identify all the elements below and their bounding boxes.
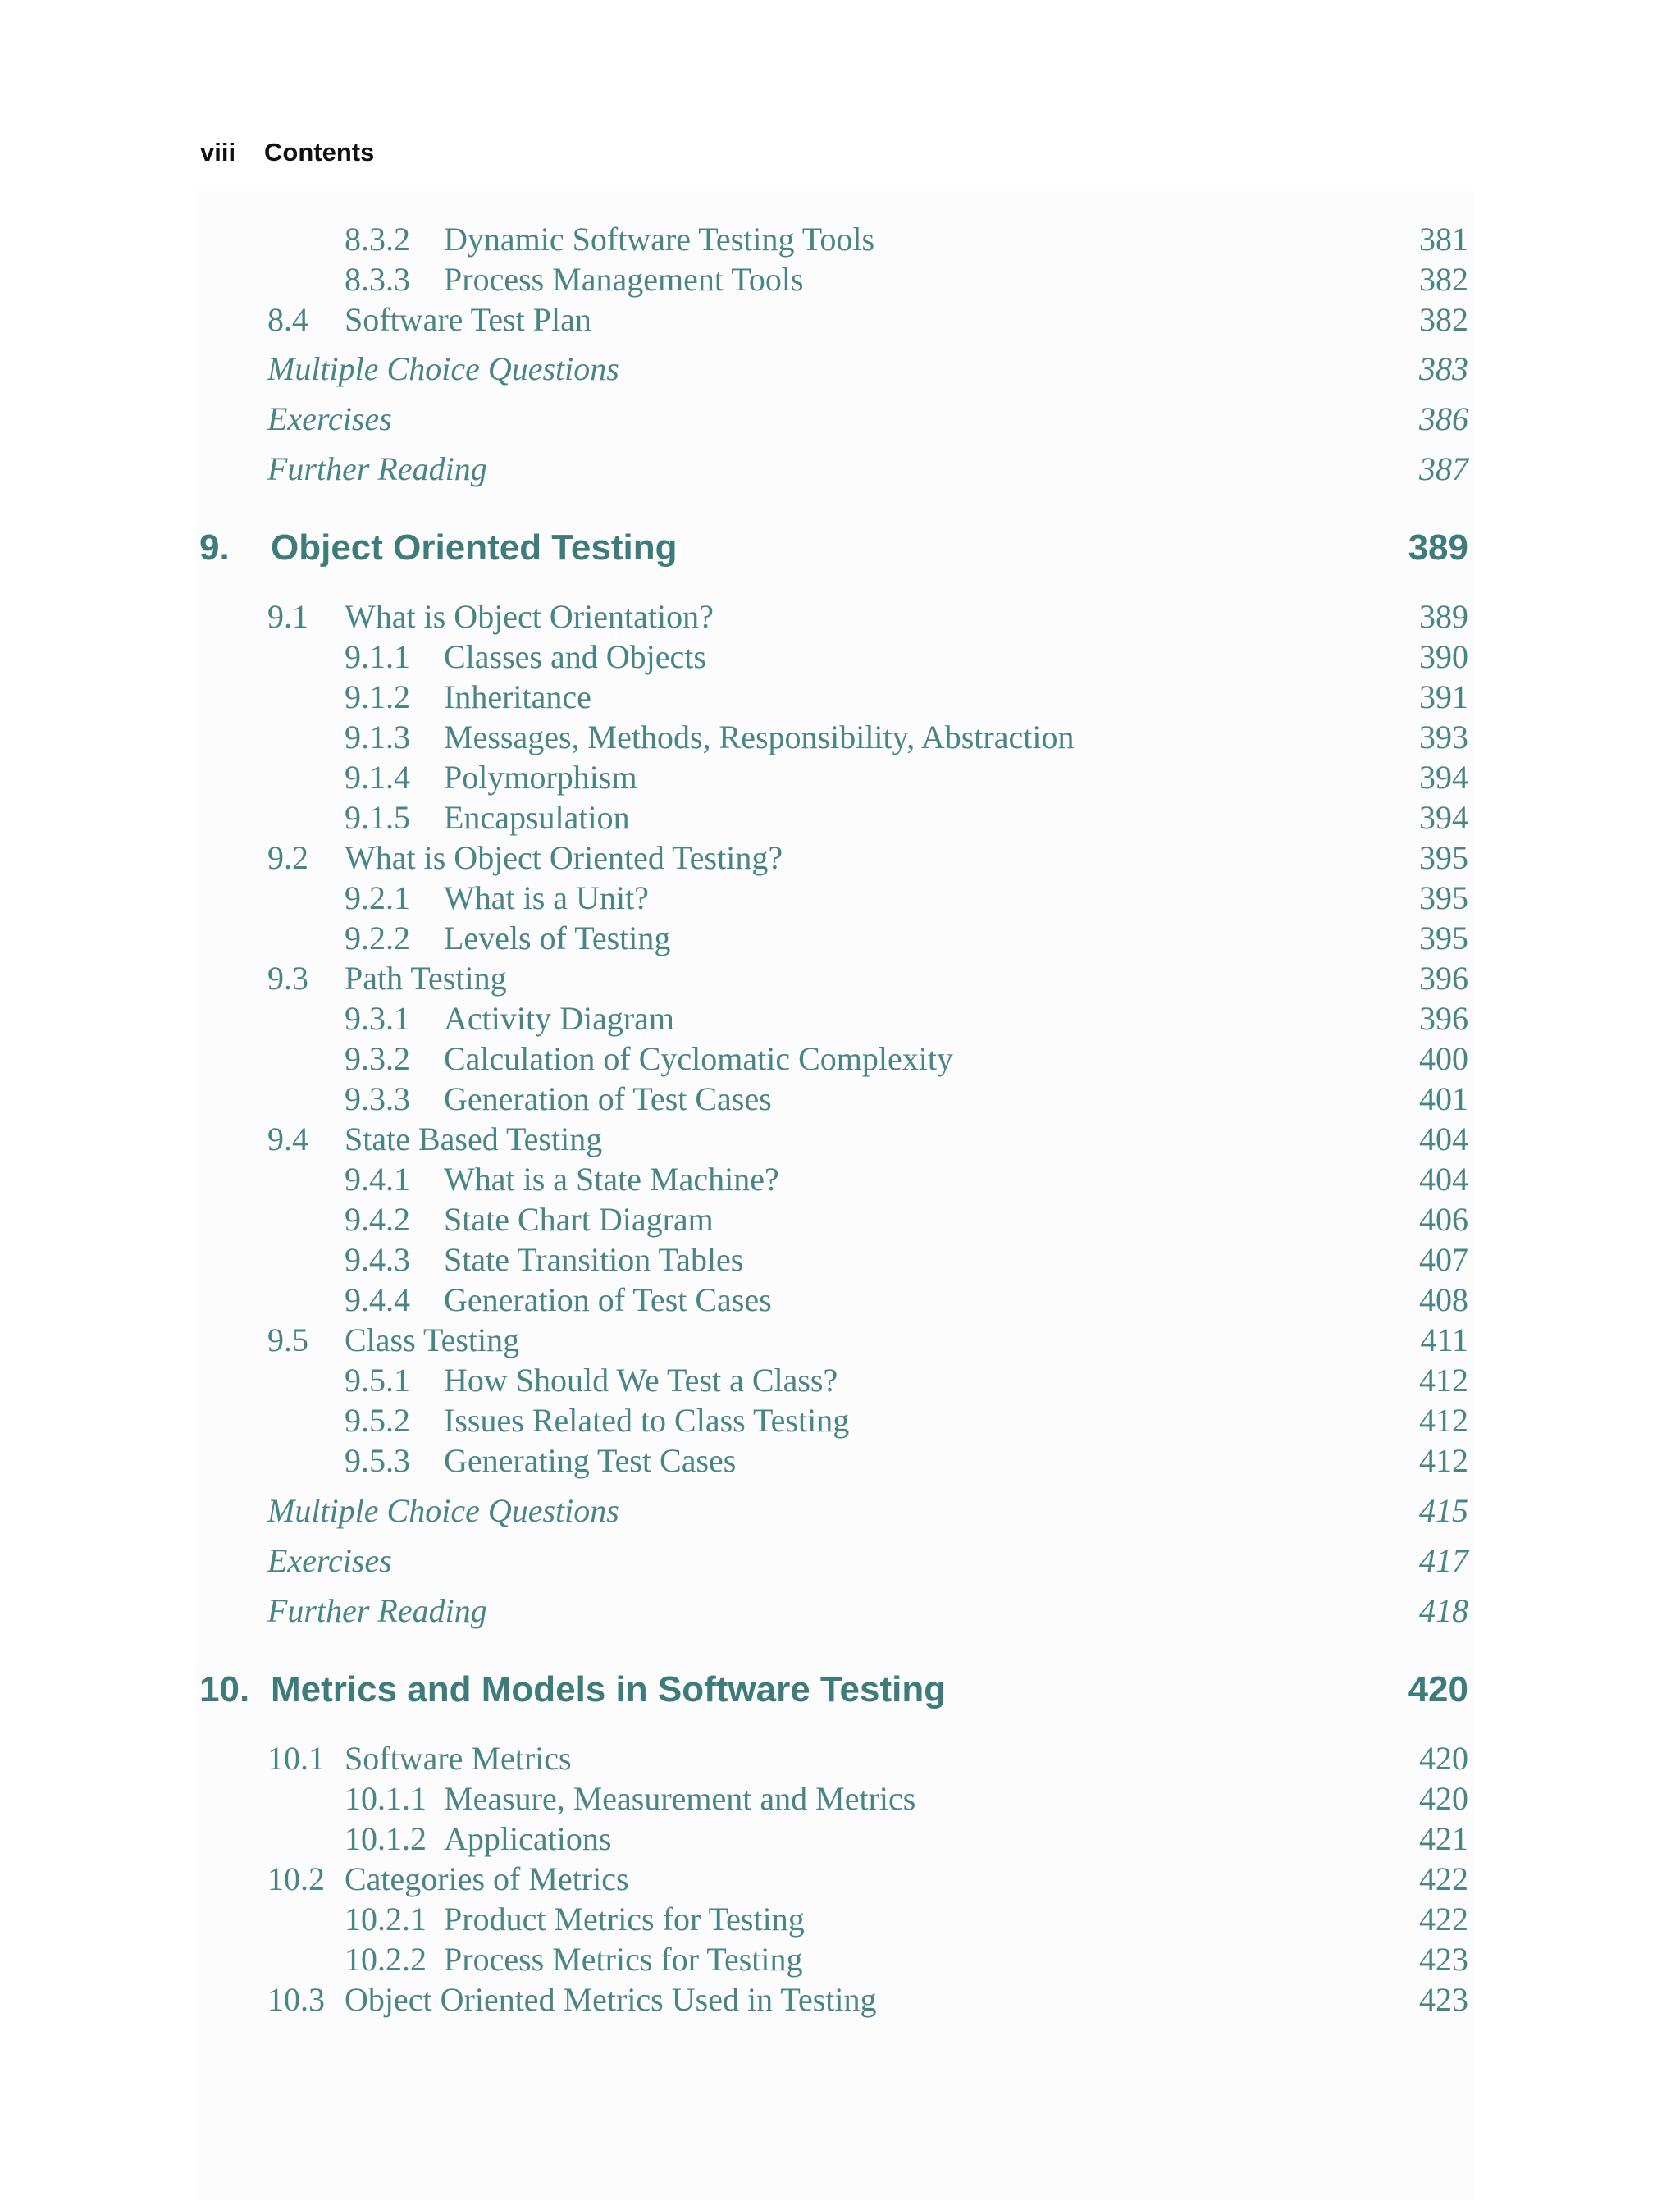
entry-page-number: 406 [1419, 1201, 1468, 1238]
entry-page-number: 386 [1419, 400, 1468, 437]
entry-title: State Chart Diagram [444, 1201, 714, 1238]
entry-title: Process Management Tools [444, 261, 804, 298]
entry-number: 9.1.4 [345, 759, 410, 796]
entry-number: 10.3 [267, 1981, 325, 2018]
entry-page-number: 412 [1419, 1402, 1468, 1439]
entry-title: Further Reading [267, 450, 487, 487]
entry-number: 10.2 [267, 1860, 325, 1897]
entry-title: Classes and Objects [444, 638, 706, 675]
entry-number: 9.1.2 [345, 678, 410, 715]
entry-title: Applications [444, 1820, 612, 1857]
entry-page-number: 396 [1419, 960, 1468, 997]
entry-title: Levels of Testing [444, 920, 671, 956]
entry-number: 10.2.2 [345, 1941, 427, 1978]
entry-title: Multiple Choice Questions [267, 1492, 619, 1529]
entry-number: 9.4.3 [345, 1241, 410, 1278]
entry-title: Activity Diagram [444, 1000, 675, 1037]
entry-page-number: 407 [1419, 1241, 1468, 1278]
entry-number: 9.3.1 [345, 1000, 410, 1037]
entry-page-number: 404 [1419, 1161, 1468, 1198]
entry-number: 9.5 [267, 1321, 308, 1358]
entry-title: What is Object Orientation? [345, 598, 714, 635]
entry-title: Object Oriented Testing [271, 527, 678, 568]
entry-number: 10.1 [267, 1740, 325, 1777]
entry-page-number: 417 [1419, 1542, 1468, 1579]
entry-number: 9.1.1 [345, 638, 410, 675]
entry-title: Metrics and Models in Software Testing [271, 1669, 947, 1709]
entry-number: 9.2.1 [345, 879, 410, 916]
entry-number: 9.4.4 [345, 1281, 410, 1318]
entry-page-number: 394 [1419, 759, 1468, 796]
entry-title: State Based Testing [345, 1121, 603, 1157]
entry-page-number: 381 [1419, 221, 1468, 258]
entry-title: Categories of Metrics [345, 1860, 629, 1897]
entry-number: 9.5.3 [345, 1442, 410, 1479]
entry-title: Encapsulation [444, 799, 630, 836]
entry-page-number: 389 [1408, 527, 1468, 568]
entry-number: 9.4.2 [345, 1201, 410, 1238]
entry-title: State Transition Tables [444, 1241, 744, 1278]
entry-title: Inheritance [444, 678, 591, 715]
entry-page-number: 383 [1419, 350, 1468, 387]
running-head [200, 139, 374, 165]
entry-page-number: 421 [1419, 1820, 1468, 1857]
entry-page-number: 396 [1419, 1000, 1468, 1037]
running-head-title: Contents [264, 138, 375, 167]
entry-number: 8.4 [267, 301, 308, 338]
entry-title: What is a State Machine? [444, 1161, 779, 1198]
entry-title: Further Reading [267, 1592, 487, 1629]
entry-title: Generating Test Cases [444, 1442, 737, 1479]
entry-title: Messages, Methods, Responsibility, Abstraction [444, 719, 1075, 755]
page-folio: viii [200, 138, 236, 167]
entry-page-number: 420 [1408, 1669, 1468, 1709]
entry-page-number: 422 [1419, 1901, 1468, 1938]
entry-title: Product Metrics for Testing [444, 1901, 805, 1938]
entry-page-number: 395 [1419, 920, 1468, 956]
entry-title: Generation of Test Cases [444, 1080, 772, 1117]
entry-title: Measure, Measurement and Metrics [444, 1780, 916, 1817]
entry-page-number: 391 [1419, 678, 1468, 715]
entry-title: Path Testing [345, 960, 507, 997]
entry-page-number: 382 [1419, 301, 1468, 338]
entry-page-number: 382 [1419, 261, 1468, 298]
entry-page-number: 420 [1419, 1780, 1468, 1817]
entry-title: How Should We Test a Class? [444, 1362, 838, 1399]
entry-page-number: 401 [1419, 1080, 1468, 1117]
entry-page-number: 411 [1420, 1321, 1468, 1358]
entry-number: 9.3 [267, 960, 308, 997]
entry-number: 9.4.1 [345, 1161, 410, 1198]
entry-title: Calculation of Cyclomatic Complexity [444, 1040, 953, 1077]
entry-title: Class Testing [345, 1321, 520, 1358]
entry-page-number: 423 [1419, 1981, 1468, 2018]
entry-title: Object Oriented Metrics Used in Testing [345, 1981, 877, 2018]
entry-page-number: 395 [1419, 839, 1468, 876]
entry-page-number: 420 [1419, 1740, 1468, 1777]
entry-number: 10.1.2 [345, 1820, 427, 1857]
entry-page-number: 390 [1419, 638, 1468, 675]
entry-number: 9.5.2 [345, 1402, 410, 1439]
entry-page-number: 415 [1419, 1492, 1468, 1529]
entry-page-number: 404 [1419, 1121, 1468, 1157]
entry-page-number: 393 [1419, 719, 1468, 755]
entry-page-number: 394 [1419, 799, 1468, 836]
entry-page-number: 387 [1419, 450, 1468, 487]
entry-number: 10.1.1 [345, 1780, 427, 1817]
entry-number: 9.2 [267, 839, 308, 876]
entry-number: 10. [199, 1669, 250, 1709]
entry-page-number: 412 [1419, 1362, 1468, 1399]
entry-title: Process Metrics for Testing [444, 1941, 803, 1978]
entry-number: 9.1 [267, 598, 308, 635]
entry-number: 8.3.3 [345, 261, 410, 298]
entry-number: 8.3.2 [345, 221, 410, 258]
entry-number: 9.2.2 [345, 920, 410, 956]
entry-page-number: 400 [1419, 1040, 1468, 1077]
entry-page-number: 423 [1419, 1941, 1468, 1978]
entry-page-number: 412 [1419, 1442, 1468, 1479]
entry-page-number: 389 [1419, 598, 1468, 635]
entry-number: 9. [199, 527, 230, 568]
entry-number: 10.2.1 [345, 1901, 427, 1938]
entry-number: 9.1.5 [345, 799, 410, 836]
entry-title: Multiple Choice Questions [267, 350, 619, 387]
entry-title: Exercises [267, 1542, 392, 1579]
entry-title: Exercises [267, 400, 392, 437]
entry-title: Generation of Test Cases [444, 1281, 772, 1318]
entry-title: Software Metrics [345, 1740, 572, 1777]
entry-title: Software Test Plan [345, 301, 591, 338]
entry-page-number: 422 [1419, 1860, 1468, 1897]
entry-title: What is Object Oriented Testing? [345, 839, 783, 876]
entry-page-number: 408 [1419, 1281, 1468, 1318]
entry-number: 9.5.1 [345, 1362, 410, 1399]
entry-number: 9.3.2 [345, 1040, 410, 1077]
entry-number: 9.3.3 [345, 1080, 410, 1117]
entry-title: Issues Related to Class Testing [444, 1402, 850, 1439]
entry-title: Dynamic Software Testing Tools [444, 221, 875, 258]
entry-number: 9.4 [267, 1121, 308, 1157]
entry-title: Polymorphism [444, 759, 637, 796]
entry-number: 9.1.3 [345, 719, 410, 755]
entry-title: What is a Unit? [444, 879, 649, 916]
entry-page-number: 395 [1419, 879, 1468, 916]
entry-page-number: 418 [1419, 1592, 1468, 1629]
